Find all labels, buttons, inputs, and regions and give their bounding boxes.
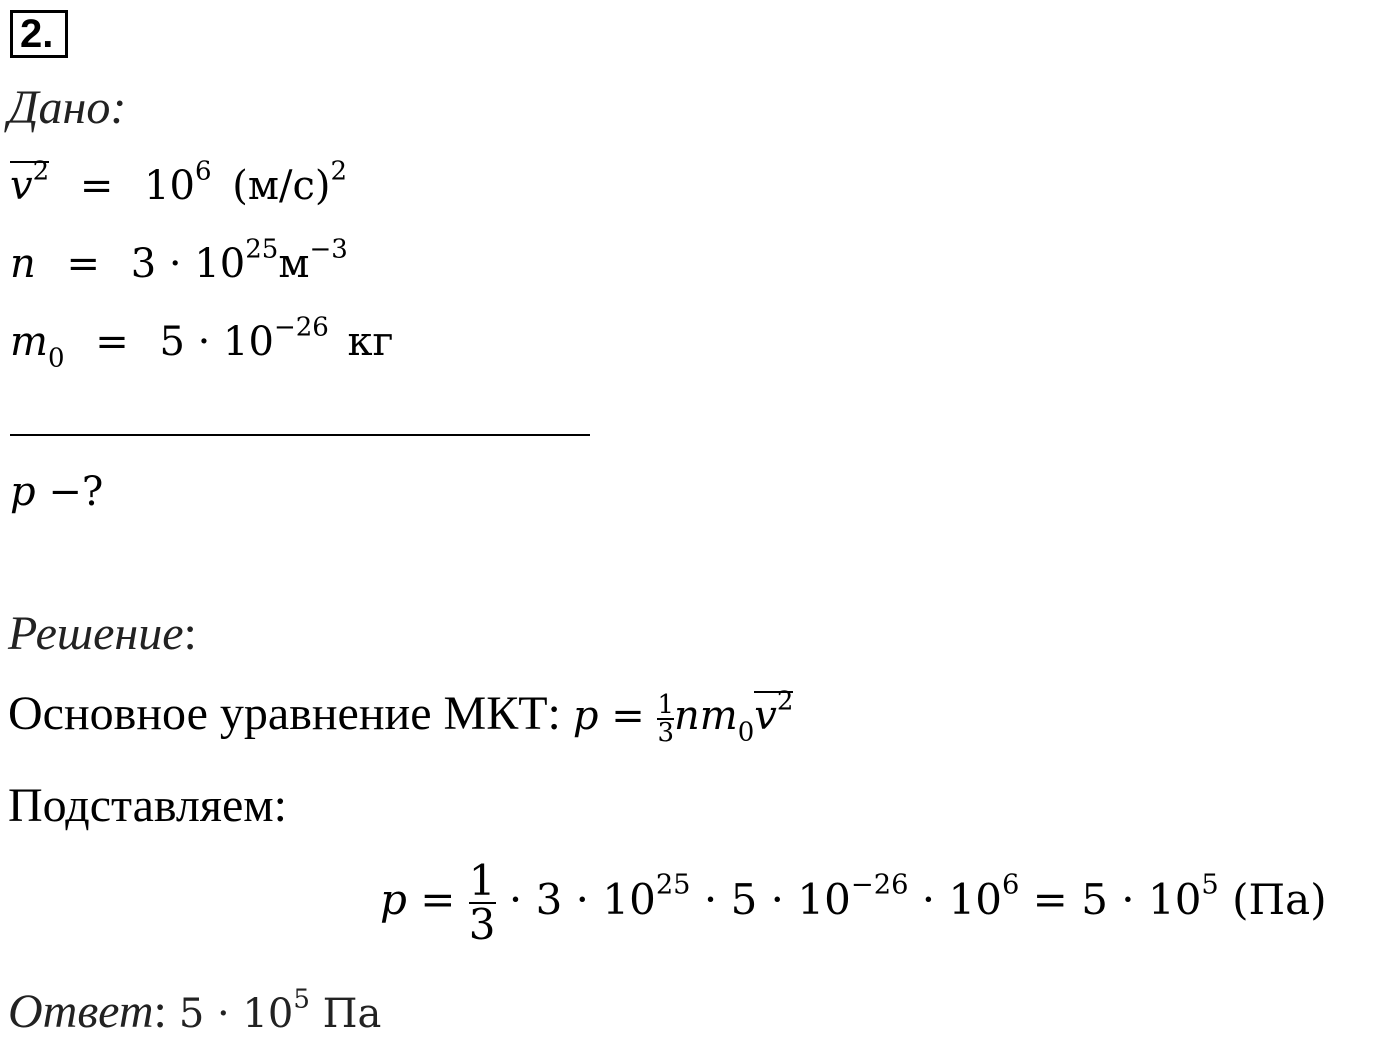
m0-eq: =: [95, 319, 129, 365]
given-m0-line: [10, 312, 394, 374]
v2-base: 10: [144, 163, 196, 209]
find-text: −?: [35, 469, 104, 515]
m0-symbol: m: [10, 319, 48, 365]
n-base: 10: [194, 241, 246, 287]
eq-frac-num: 1: [657, 690, 674, 720]
eq-m-sub: 0: [737, 717, 755, 748]
answer-line: [8, 984, 381, 1040]
eq-lhs: p: [572, 693, 599, 739]
eq-fraction: [657, 692, 674, 746]
n-coef: 3 ·: [130, 241, 195, 287]
calc-t4: = 5 · 10: [1019, 875, 1202, 924]
n-unit: м: [278, 241, 310, 287]
v2-exp: 6: [195, 156, 212, 187]
eq-frac-den: 3: [657, 718, 674, 748]
v-squared-mean: $v^2$: [10, 156, 50, 209]
eq-n: n: [674, 693, 700, 739]
answer-heading-colon: :: [153, 985, 167, 1038]
calc-unit: (Па): [1218, 875, 1327, 924]
answer-exp: 5: [293, 984, 310, 1015]
m0-base: 10: [223, 319, 274, 365]
find-line: [10, 466, 103, 518]
equation-label: Основное уравнение МКТ:: [8, 687, 573, 740]
solution-heading-text: Решение: [8, 607, 184, 660]
v2-eq: =: [79, 163, 114, 209]
calc-e1: 25: [655, 869, 691, 901]
calc-frac-den: 3: [468, 900, 496, 949]
given-divider: [10, 434, 590, 436]
n-symbol: n: [10, 241, 36, 287]
answer-heading: Ответ: [8, 985, 154, 1038]
m0-unit: кг: [347, 319, 394, 365]
m0-exp: −26: [273, 312, 329, 343]
calc-e4: 5: [1201, 869, 1219, 901]
calculation-line: [380, 856, 1327, 949]
m0-sub: 0: [47, 343, 65, 374]
given-v2-line: [10, 156, 348, 212]
v2-unit: (м/с): [232, 163, 331, 209]
calc-t3: · 10: [908, 875, 1002, 924]
calc-e2: −26: [850, 869, 909, 901]
solution-heading-colon: :: [183, 607, 197, 660]
calc-fraction: [468, 856, 496, 949]
solution-heading: [8, 606, 197, 662]
problem-number: 2.: [20, 12, 54, 56]
answer-unit: Па: [309, 991, 382, 1037]
given-n-line: [10, 234, 348, 290]
calc-eq: =: [406, 875, 469, 924]
calc-lhs: p: [380, 875, 407, 924]
n-eq: =: [66, 241, 100, 287]
n-exp: 25: [245, 234, 279, 265]
equation-line: [8, 686, 793, 746]
eq-sign: =: [598, 693, 658, 739]
mkt-equation: [572, 686, 794, 748]
calc-t2: · 5 · 10: [690, 875, 851, 924]
v2-unit-exp: 2: [330, 156, 348, 187]
given-heading: Дано:: [8, 81, 127, 134]
calc-t1: · 3 · 10: [495, 875, 656, 924]
calc-frac-num: 1: [468, 856, 496, 905]
answer-value: 5 · 10: [178, 991, 294, 1037]
eq-m: m: [699, 693, 738, 739]
substitute-label: Подставляем:: [8, 779, 287, 832]
n-unit-exp: −3: [309, 234, 348, 265]
answer-value-group: [178, 984, 382, 1037]
find-symbol: p: [10, 469, 36, 515]
eq-v-squared-mean: $v^2$: [754, 686, 794, 739]
m0-coef: 5 ·: [159, 319, 224, 365]
calc-e3: 6: [1001, 869, 1020, 901]
